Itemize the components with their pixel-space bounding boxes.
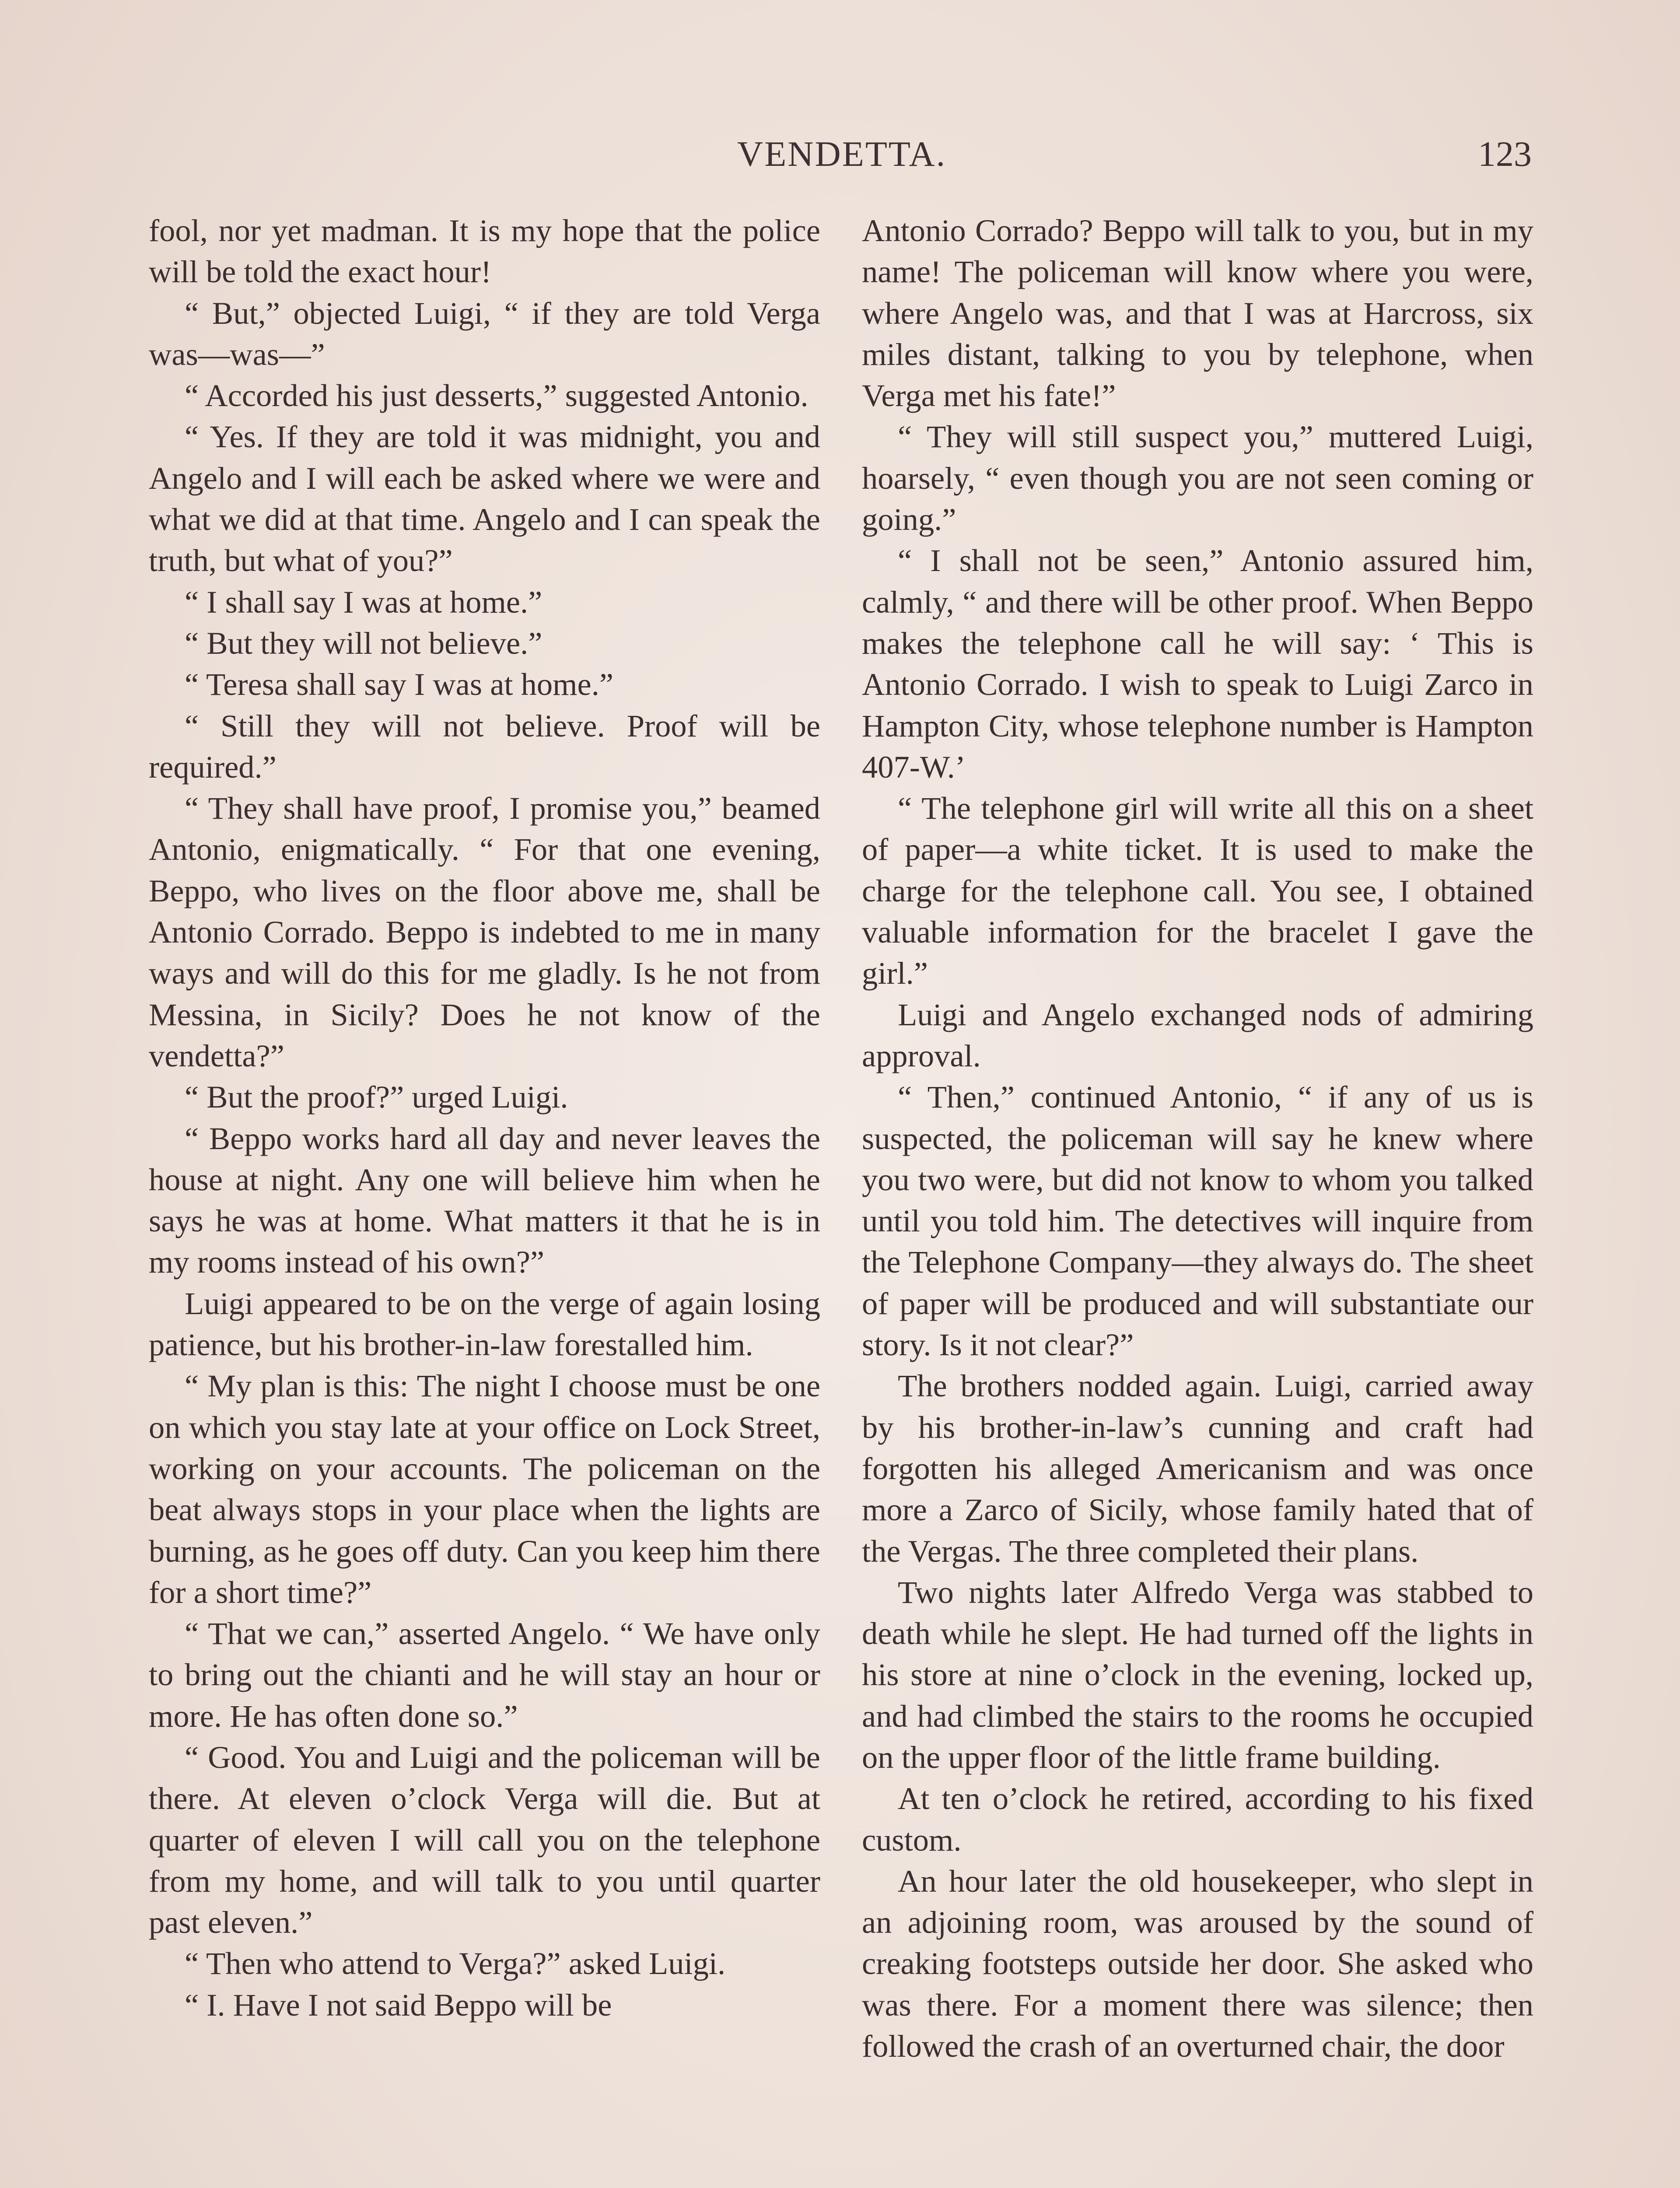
right-column xyxy=(862,210,1533,2067)
paragraph: “ Good. You and Luigi and the policeman will be there. At eleven o’clock Verga will die. But at quarter of eleven I will call you on the telephone from my home, and will talk to you until quarter past eleven.” xyxy=(149,1739,820,1940)
paragraph: “ I shall say I was at home.” xyxy=(185,584,542,620)
paragraph: “ Yes. If they are told it was midnight, you and Angelo and I will each be asked where we were and what we did at that time. Angelo and I can speak the truth, but what of you?” xyxy=(149,419,820,579)
paragraph: “ The telephone girl will write all this on a sheet of paper—a white ticket. It is used to make the charge for the telephone call. You see, I obtained valuable information for the bracelet I gave the girl.” xyxy=(862,790,1533,991)
paragraph: An hour later the old housekeeper, who slept in an adjoining room, was aroused by the sound of creaking footsteps outside her door. She asked who was there. For a moment there was silence; then followed the crash of an overturned chair, the door xyxy=(862,1863,1533,2064)
paragraph: “ Teresa shall say I was at home.” xyxy=(185,666,614,702)
paragraph: “ Beppo works hard all day and never leaves the house at night. Any one will believe him when he says he was at home. What matters it that he is in my rooms instead of his own?” xyxy=(149,1120,820,1280)
paragraph: “ But they will not believe.” xyxy=(185,625,542,661)
paragraph: Luigi appeared to be on the verge of again losing patience, but his brother-in-law forestalled him. xyxy=(149,1285,820,1363)
paragraph: “ But the proof?” urged Luigi. xyxy=(185,1079,568,1115)
paragraph: fool, nor yet madman. It is my hope that the police will be told the exact hour! xyxy=(149,213,820,290)
paragraph: “ That we can,” asserted Angelo. “ We have only to bring out the chianti and he will stay an hour or more. He has often done so.” xyxy=(149,1616,820,1734)
paragraph: “ My plan is this: The night I choose must be one on which you stay late at your office on Lock Street, working on your accounts. The policeman on the beat always stops in your place when the lights are burning, as he goes off duty. Can you keep him there for a short time?” xyxy=(149,1368,820,1610)
left-column xyxy=(149,210,820,2026)
paragraph: At ten o’clock he retired, according to his fixed custom. xyxy=(862,1781,1533,1858)
paragraph: Luigi and Angelo exchanged nods of admiring approval. xyxy=(862,996,1533,1073)
paragraph: “ They shall have proof, I promise you,” beamed Antonio, enigmatically. “ For that one evening, Beppo, who lives on the floor above me, shall be Antonio Corrado. Beppo is indebted to me in many ways and will do this for me gladly. Is he not from Messina, in Sicily? Does he not know of the vendetta?” xyxy=(149,790,820,1073)
page-number: 123 xyxy=(1478,134,1532,174)
running-head-title: VENDETTA. xyxy=(737,134,947,174)
paragraph: “ Then,” continued Antonio, “ if any of us is suspected, the policeman will say he knew where you two were, but did not know to whom you talked until you told him. The detectives will inquire from the Telephone Company—they always do. The sheet of paper will be produced and will substantiate our story. Is it not clear?” xyxy=(862,1079,1533,1363)
paragraph: “ I shall not be seen,” Antonio assured him, calmly, “ and there will be other proof. When Beppo makes the telephone call he will say: ‘ This is Antonio Corrado. I wish to speak to Luigi Zarco in Hampton City, whose telephone number is Hampton 407-W.’ xyxy=(862,543,1533,785)
paragraph: “ Still they will not believe. Proof will be required.” xyxy=(149,708,820,785)
paragraph: “ But,” objected Luigi, “ if they are told Verga was—was—” xyxy=(149,295,820,372)
paragraph: The brothers nodded again. Luigi, carried away by his brother-in-law’s cunning and craft had forgotten his alleged Americanism and was once more a Zarco of Sicily, whose family hated that of the Vergas. The three completed their plans. xyxy=(862,1368,1533,1569)
paragraph: “ They will still suspect you,” muttered Luigi, hoarsely, “ even though you are not seen coming or going.” xyxy=(862,419,1533,537)
paragraph: “ I. Have I not said Beppo will be xyxy=(185,1987,612,2023)
paragraph: “ Accorded his just desserts,” suggested Antonio. xyxy=(185,378,808,414)
paragraph: Antonio Corrado? Beppo will talk to you, but in my name! The policeman will know where you were, where Angelo was, and that I was at Harcross, six miles distant, talking to you by telephone, when Verga met his fate!” xyxy=(862,213,1533,414)
paragraph: Two nights later Alfredo Verga was stabbed to death while he slept. He had turned off the lights in his store at nine o’clock in the evening, locked up, and had climbed the stairs to the rooms he occupied on the upper floor of the little frame building. xyxy=(862,1574,1533,1775)
paragraph: “ Then who attend to Verga?” asked Luigi. xyxy=(185,1946,726,1981)
